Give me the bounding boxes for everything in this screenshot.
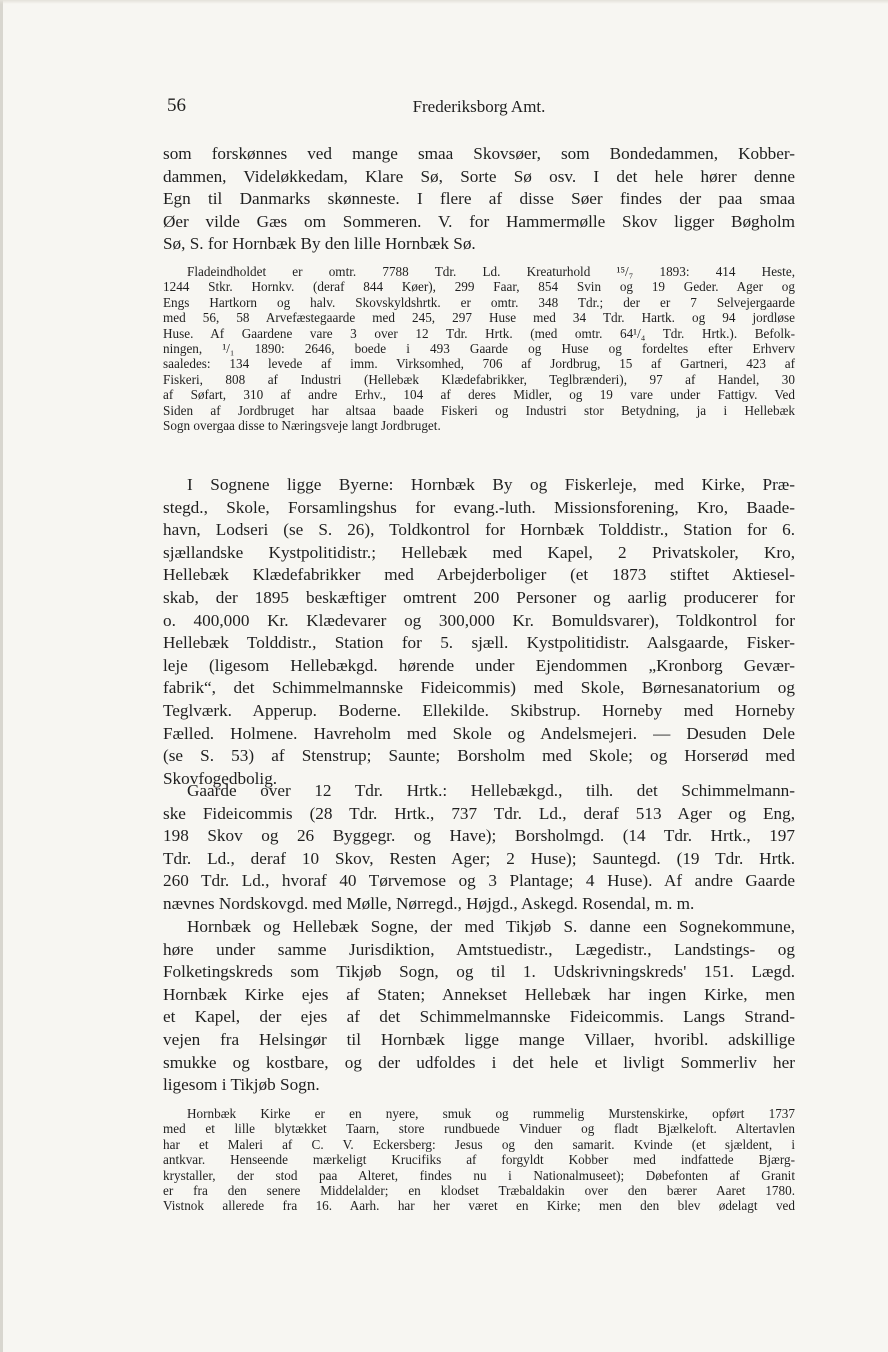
text-line: skab, der 1895 beskæftiger omtrent 200 Personer og aarlig producerer for: [163, 587, 795, 607]
text-line: Sø, S. for Hornbæk By den lille Hornbæk Sø.: [163, 234, 476, 254]
paragraph-lakes: [163, 143, 795, 256]
text-line: Siden af Jordbruget har altsaa baade Fiskeri og Industri stor Betydning, ja i Hellebæk: [163, 402, 795, 418]
text-line: Sogn overgaa disse to Næringsveje langt Jordbruget.: [163, 418, 441, 434]
paragraph-church: [163, 1106, 795, 1214]
text-line: 1244 Stkr. Hornkv. (deraf 844 Køer), 299 Faar, 854 Svin og 19 Geder. Ager og: [163, 279, 795, 295]
text-line: Huse. Af Gaardene vare 3 over 12 Tdr. Hrtk. (med omtr. 64¹/₄ Tdr. Hrtk.). Befolk-: [163, 325, 795, 341]
text-line: Engs Hartkorn og halv. Skovskyldshrtk. er omtr. 348 Tdr.; der er 7 Selvejergaarde: [163, 294, 795, 310]
text-line: af Søfart, 310 af andre Erhv., 104 af deres Midler, og 19 vare under Fattigv. Ved: [163, 387, 795, 403]
text-line: 198 Skov og 26 Byggegr. og Have); Borsholmgd. (14 Tdr. Hrtk., 197: [163, 826, 795, 846]
scan-edge: [0, 0, 3, 1352]
text-line: Egn til Danmarks skønneste. I flere af disse Søer findes der paa smaa: [163, 189, 795, 209]
text-line: ningen, ¹/₁ 1890: 2646, boede i 493 Gaarde og Huse og fordeltes efter Erhverv: [163, 341, 795, 357]
text-line: Teglværk. Apperup. Boderne. Ellekilde. Skibstrup. Horneby med Horneby: [163, 700, 795, 720]
text-line: Hornbæk og Hellebæk Sogne, der med Tikjøb S. danne een Sognekommune,: [187, 917, 795, 936]
text-line: er fra den senere Middelalder; en klodset Træbaldakin over den bærer Aaret 1780.: [163, 1183, 795, 1199]
text-line: Øer vilde Gæs om Sommeren. V. for Hammermølle Skov ligger Bøgholm: [163, 211, 795, 231]
page-header: [163, 95, 795, 121]
text-line: krystaller, der stod paa Alteret, findes nu i Nationalmuseet); Døbefonten af Granit: [163, 1167, 795, 1183]
scan-shadow: [0, 0, 888, 4]
text-line: ske Fideicommis (28 Tdr. Hrtk., 737 Tdr. Ld., deraf 513 Ager og Eng,: [163, 803, 795, 823]
paragraph-statistics: [163, 264, 795, 433]
paragraph-farms: [163, 780, 795, 916]
text-line: I Sognene ligge Byerne: Hornbæk By og Fiskerleje, med Kirke, Præ-: [187, 475, 795, 494]
text-line: Skovfogedbolig.: [163, 768, 278, 788]
text-line: et Kapel, der ejes af det Schimmelmannske Fideicommis. Langs Strand-: [163, 1007, 795, 1027]
text-line: antkvar. Henseende mærkeligt Krucifiks af forgyldt Kobber med indfattede Bjærg-: [163, 1152, 795, 1168]
text-line: Gaarde over 12 Tdr. Hrtk.: Hellebækgd., tilh. det Schimmelmann-: [187, 781, 795, 800]
text-line: o. 400,000 Kr. Klædevarer og 300,000 Kr. Bomuldsvarer), Toldkontrol for: [163, 610, 795, 630]
text-line: stegd., Skole, Forsamlingshus for evang.-luth. Missionsforening, Kro, Baade-: [163, 497, 795, 517]
text-line: saaledes: 134 levede af imm. Virksomhed, 706 af Jordbrug, 15 af Gartneri, 423 af: [163, 356, 795, 372]
text-line: Vistnok allerede fra 16. Aarh. har her været en Kirke; men den blev ødelagt ved: [163, 1198, 795, 1214]
text-line: med 56, 58 Arvefæstegaarde med 245, 297 Huse med 34 Tdr. Hartk. og 94 jordløse: [163, 310, 795, 326]
text-line: Hornbæk Kirke er en nyere, smuk og rummelig Murstenskirke, opført 1737: [187, 1106, 795, 1121]
text-line: smukke og kostbare, og der udfoldes i det hele et livligt Sommerliv her: [163, 1052, 795, 1072]
text-line: Hornbæk Kirke ejes af Staten; Annekset Hellebæk har ingen Kirke, men: [163, 984, 795, 1004]
text-line: (se S. 53) af Stenstrup; Saunte; Borsholm med Skole; og Horserød med: [163, 746, 795, 766]
text-line: havn, Lodseri (se S. 26), Toldkontrol for Hornbæk Tolddistr., Station for 6.: [163, 520, 795, 540]
text-line: leje (ligesom Hellebækgd. hørende under Ejendommen „Kronborg Gevær-: [163, 655, 795, 675]
text-line: sjællandske Kystpolitidistr.; Hellebæk med Kapel, 2 Privatskoler, Kro,: [163, 542, 795, 562]
text-line: har et Maleri af C. V. Eckersberg: Jesus og den samarit. Kvinde (et sjældent, i: [163, 1136, 795, 1152]
text-line: nævnes Nordskovgd. med Mølle, Nørregd., Højgd., Askegd. Rosendal, m. m.: [163, 893, 695, 913]
text-line: Fælled. Holmene. Havreholm med Skole og Andelsmejeri. — Desuden Dele: [163, 723, 795, 743]
text-line: Hellebæk Klædefabrikker med Arbejderboliger (et 1873 stiftet Aktiesel-: [163, 565, 795, 585]
text-line: fabrik“, det Schimmelmannske Fideicommis) med Skole, Børnesanatorium og: [163, 678, 795, 698]
text-line: Folketingskreds som Tikjøb Sogn, og til 1. Udskrivningskreds' 151. Lægd.: [163, 962, 795, 982]
text-line: vejen fra Helsingør til Hornbæk ligge mange Villaer, hvoribl. adskillige: [163, 1029, 795, 1049]
text-line: dammen, Videløkkedam, Klare Sø, Sorte Sø osv. I det hele hører denne: [163, 166, 795, 186]
page-number: 56: [167, 95, 186, 116]
text-line: som forskønnes ved mange smaa Skovsøer, som Bondedammen, Kobber-: [163, 144, 795, 163]
text-line: Fiskeri, 808 af Industri (Hellebæk Klædefabrikker, Teglbrænderi), 97 af Handel, 30: [163, 371, 795, 387]
text-line: Hellebæk Tolddistr., Station for 5. sjæll. Kystpolitidistr. Aalsgaarde, Fisker-: [163, 633, 795, 653]
paragraph-villages: [163, 474, 795, 790]
text-line: ligesom i Tikjøb Sogn.: [163, 1075, 320, 1095]
text-line: høre under samme Jurisdiktion, Amtstuedistr., Lægedistr., Landstings- og: [163, 939, 795, 959]
text-line: Tdr. Ld., deraf 10 Skov, Resten Ager; 2 Huse); Sauntegd. (19 Tdr. Hrtk.: [163, 848, 795, 868]
text-line: Fladeindholdet er omtr. 7788 Tdr. Ld. Kreaturhold ¹⁵/₇ 1893: 414 Heste,: [187, 264, 795, 279]
paragraph-parishes: [163, 916, 795, 1097]
text-line: med et lille blytækket Taarn, store rundbuede Vinduer og fladt Bjælkeloft. Altertavlen: [163, 1121, 795, 1137]
text-line: 260 Tdr. Ld., hvoraf 40 Tørvemose og 3 Plantage; 4 Huse). Af andre Gaarde: [163, 871, 795, 891]
running-title: Frederiksborg Amt.: [412, 97, 546, 116]
